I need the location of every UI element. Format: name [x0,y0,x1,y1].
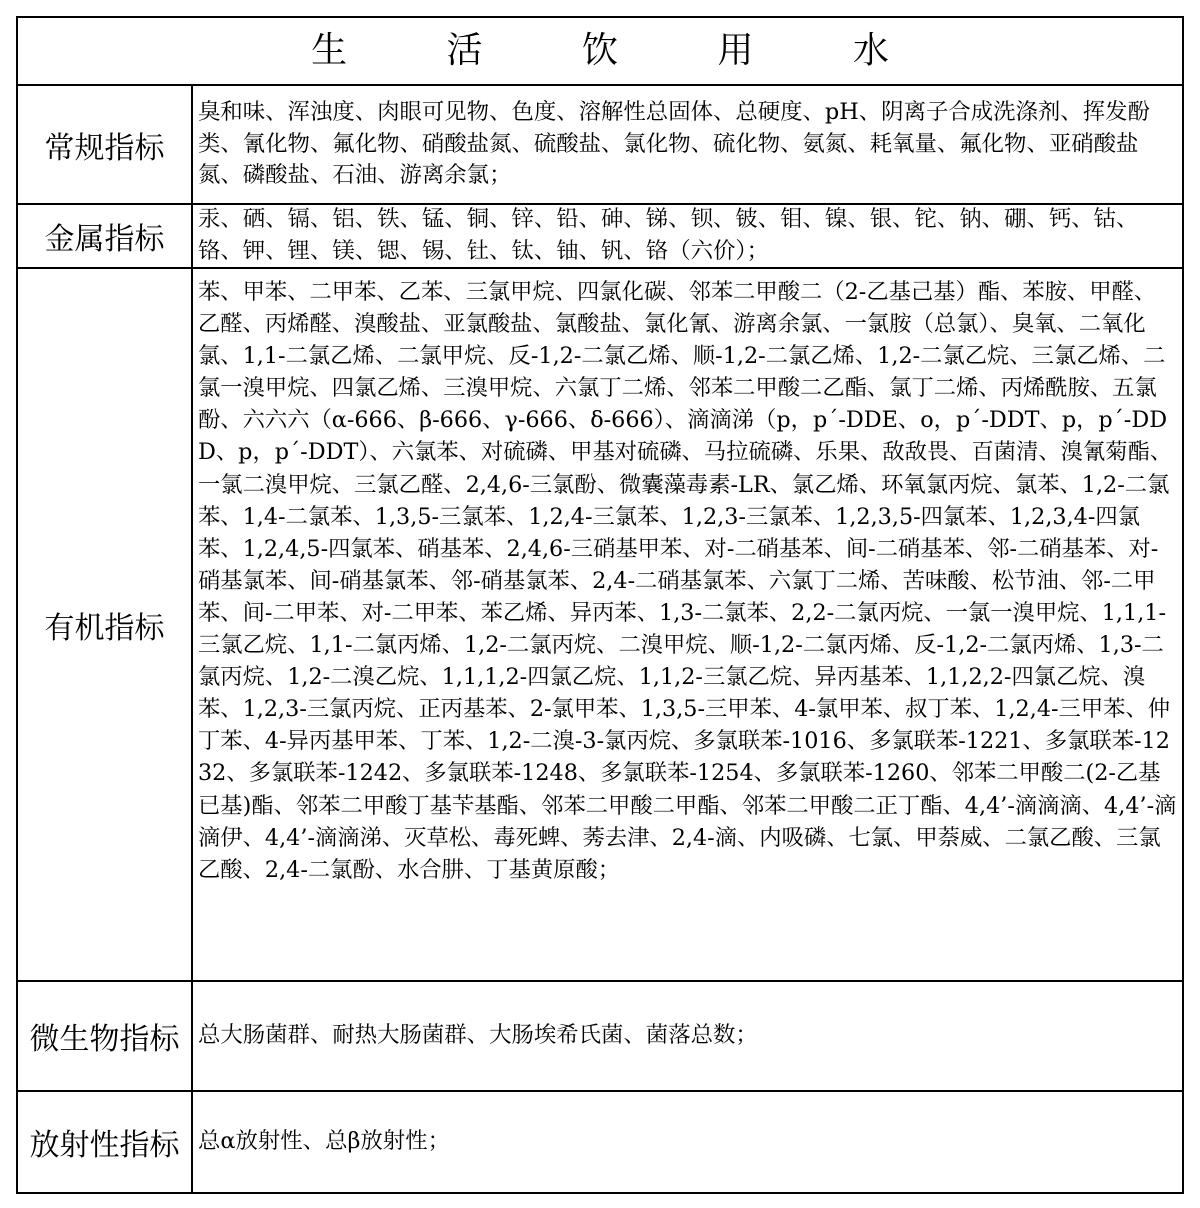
row-label-cell [18,982,193,1090]
row-label-organic: 有机指标 [44,610,165,646]
row-label-general: 常规指标 [44,130,165,166]
row-content-cell [193,86,1182,203]
table-row-organic [18,269,1182,982]
table-title-row [18,18,1182,86]
table-row-microbial [18,982,1182,1092]
row-content-organic: 苯、甲苯、二甲苯、乙苯、三氯甲烷、四氯化碳、邻苯二甲酸二（2-乙基己基）酯、苯胺、甲醛、乙醛、丙烯醛、溴酸盐、亚氯酸盐、氯酸盐、氯化氰、游离余氯、一氯胺（总氯）、臭氧、二氧化氯、1,1-二氯乙烯、二氯甲烷、反-1,2-二氯乙烯、顺-1,2-二氯乙烯、1,2-二氯乙烷、三氯乙烯、二氯一溴甲烷、四氯乙烯、三溴甲烷、六氯丁二烯、邻苯二甲酸二乙酯、氯丁二烯、丙烯酰胺、五氯酚、六六六（α-666、β-666、γ-666、δ-666）、滴滴涕（p，p´-DDE、o，p´-DDT、p，p´-DDD、p，p´-DDT）、六氯苯、对硫磷、甲基对硫磷、马拉硫磷、乐果、敌敌畏、百菌清、溴氰菊酯、一氯二溴甲烷、三氯乙醛、2,4,6-三氯酚、微囊藻毒素-LR、氯乙烯、环氧氯丙烷、氯苯、1,2-二氯苯、1,4-二氯苯、1,3,5-三氯苯、1,2,4-三氯苯、1,2,3-三氯苯、1,2,3,5-四氯苯、1,2,3,4-四氯苯、1,2,4,5-四氯苯、硝基苯、2,4,6-三硝基甲苯、对-二硝基苯、间-二硝基苯、邻-二硝基苯、对-硝基氯苯、间-硝基氯苯、邻-硝基氯苯、2,4-二硝基氯苯、六氯丁二烯、苦味酸、松节油、邻-二甲苯、间-二甲苯、对-二甲苯、苯乙烯、异丙苯、1,3-二氯苯、2,2-二氯丙烷、一氯一溴甲烷、1,1,1-三氯乙烷、1,1-二氯丙烯、1,2-二氯丙烷、二溴甲烷、顺-1,2-二氯丙烯、反-1,2-二氯丙烯、1,3-二氯丙烷、1,2-二溴乙烷、1,1,1,2-四氯乙烷、1,1,2-三氯乙烷、异丙基苯、1,1,2,2-四氯乙烷、溴苯、1,2,3-三氯丙烷、正丙基苯、2-氯甲苯、1,3,5-三甲苯、4-氯甲苯、叔丁苯、1,2,4-三甲苯、仲丁苯、4-异丙基甲苯、丁苯、1,2-二溴-3-氯丙烷、多氯联苯-1016、多氯联苯-1221、多氯联苯-1232、多氯联苯-1242、多氯联苯-1248、多氯联苯-1254、多氯联苯-1260、邻苯二甲酸二(2-乙基已基)酯、邻苯二甲酸丁基苄基酯、邻苯二甲酸二甲酯、邻苯二甲酸二正丁酯、4,4’-滴滴滴、4,4’-滴滴伊、4,4’-滴滴涕、灭草松、毒死蜱、莠去津、2,4-滴、内吸磷、七氯、甲萘威、二氯乙酸、三氯乙酸、2,4-二氯酚、水合肼、丁基黄原酸； [198,279,1177,883]
row-label-cell [18,86,193,203]
row-label-metal: 金属指标 [44,222,165,257]
row-label-cell [18,1092,193,1192]
row-content-cell [193,205,1182,267]
row-label-radioactive: 放射性指标 [29,1128,180,1163]
row-content-general: 臭和味、浑浊度、肉眼可见物、色度、溶解性总固体、总硬度、pH、阴离子合成洗涤剂、挥发酚类、氰化物、氟化物、硝酸盐氮、硫酸盐、氯化物、硫化物、氨氮、耗氧量、氟化物、亚硝酸盐氮、磷酸盐、石油、游离余氯； [198,98,1150,189]
table-row-radioactive [18,1092,1182,1192]
table-title: 生 活 饮 用 水 [311,30,933,71]
row-content-microbial: 总大肠菌群、耐热大肠菌群、大肠埃希氏菌、菌落总数； [198,1022,758,1049]
row-label-cell [18,269,193,980]
row-content-cell [193,269,1182,980]
table-row-metal [18,205,1182,269]
table-row-general [18,86,1182,205]
row-content-cell [193,1092,1182,1192]
row-content-metal: 汞、硒、镉、铝、铁、锰、铜、锌、铅、砷、锑、钡、铍、钼、镍、银、铊、钠、硼、钙、钴、铬、钾、锂、镁、锶、锡、钍、钛、铀、钒、铬（六价）； [198,206,1139,264]
water-indicator-table [16,16,1184,1194]
row-content-cell [193,982,1182,1090]
row-label-microbial: 微生物指标 [29,1022,180,1057]
row-content-radioactive: 总α放射性、总β放射性； [198,1128,450,1155]
row-label-cell [18,205,193,267]
